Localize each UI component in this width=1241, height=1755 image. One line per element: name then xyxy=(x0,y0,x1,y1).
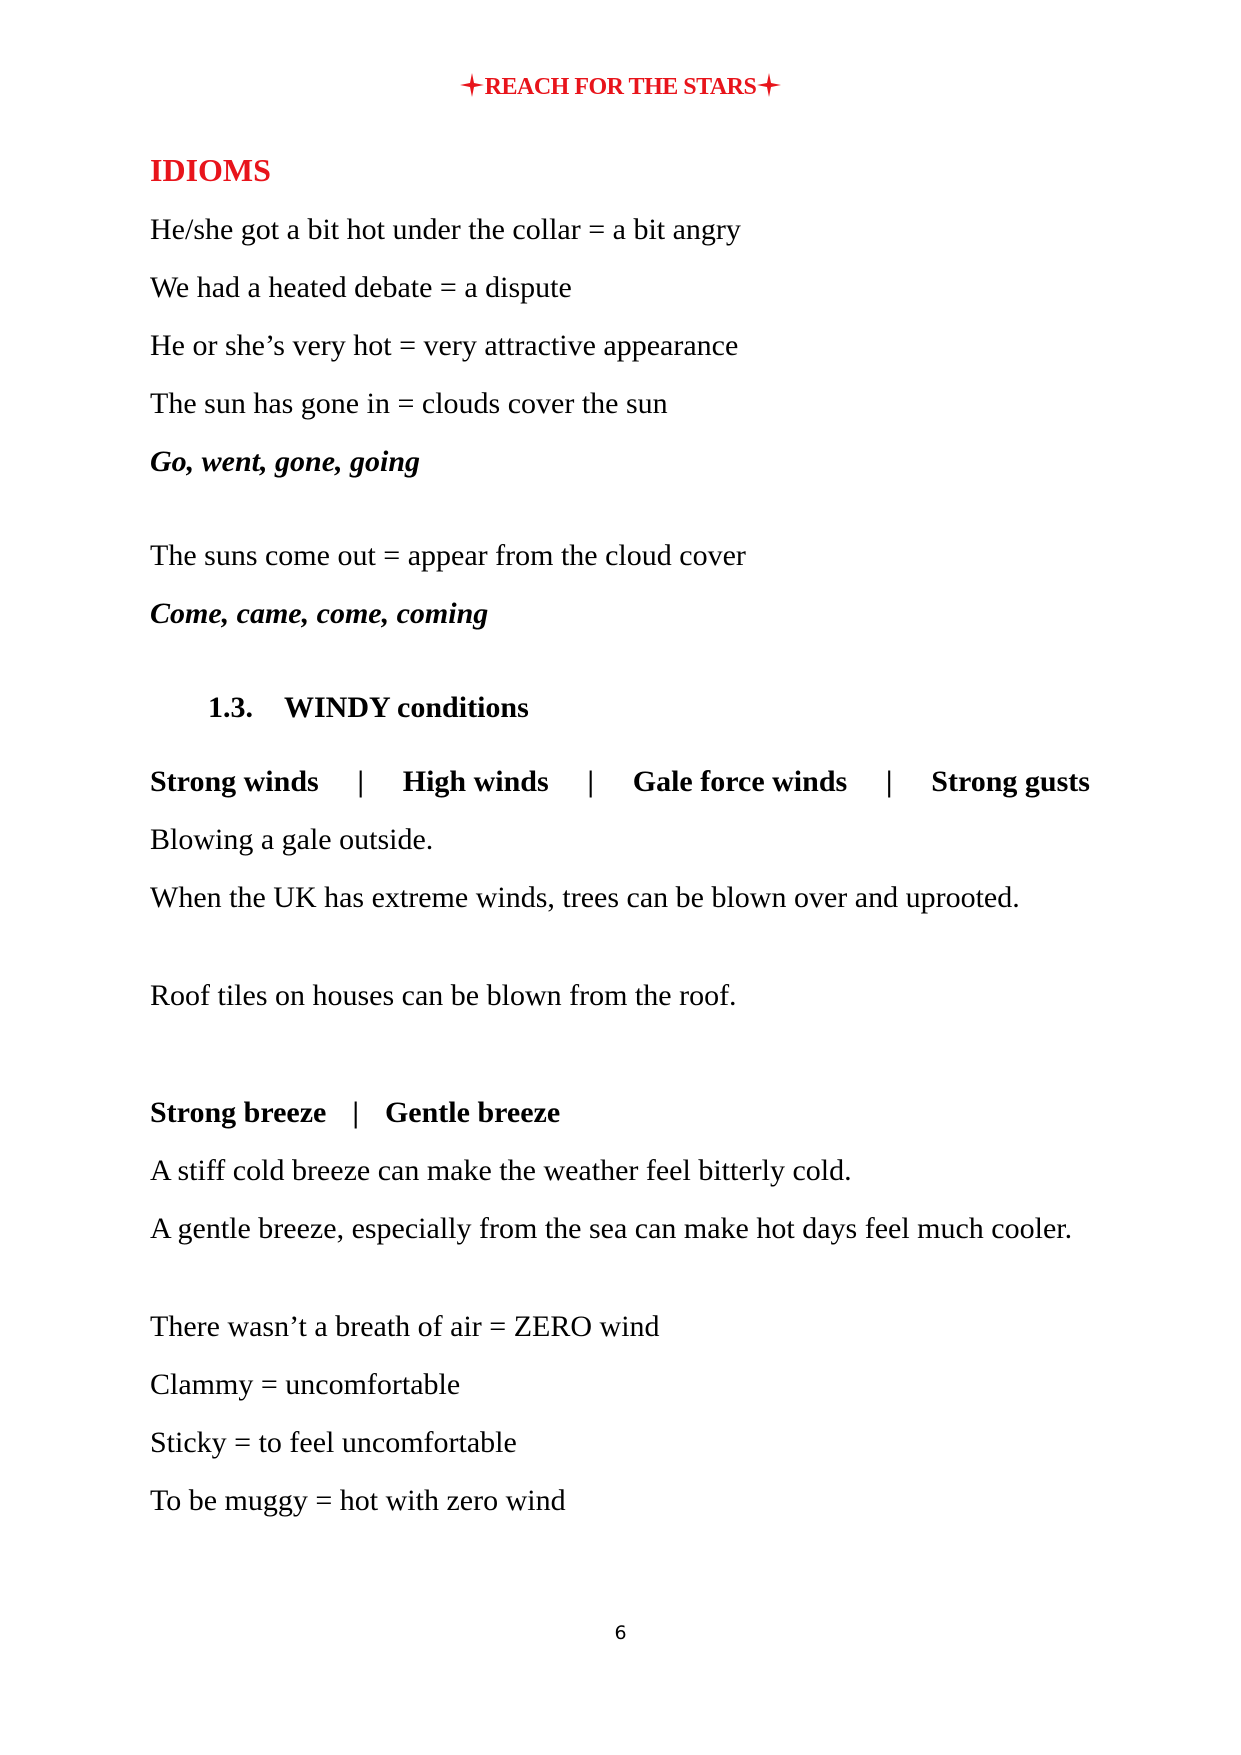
breeze-line: A gentle breeze, especially from the sea can make hot days feel much cooler. xyxy=(150,1212,1073,1245)
section-heading xyxy=(208,688,529,728)
idiom-line: He or she’s very hot = very attractive appearance xyxy=(150,329,739,362)
term-separator: | xyxy=(352,1096,359,1129)
breeze-line: To be muggy = hot with zero wind xyxy=(150,1484,566,1517)
section-title: WINDY conditions xyxy=(284,691,529,724)
page-number: 6 xyxy=(614,1622,627,1644)
four-point-star-icon xyxy=(756,72,782,98)
header-title: REACH FOR THE STARS xyxy=(484,74,757,100)
idioms-heading: IDIOMS xyxy=(150,152,271,188)
breeze-line: A stiff cold breeze can make the weather feel bitterly cold. xyxy=(150,1154,852,1187)
term-separator: | xyxy=(885,765,893,798)
breeze-line: Clammy = uncomfortable xyxy=(150,1368,461,1401)
wind-term: Strong winds xyxy=(150,765,319,798)
section-number: 1.3. xyxy=(208,691,253,724)
term-separator: | xyxy=(357,765,365,798)
page-header xyxy=(0,72,1241,101)
breeze-term: Strong breeze xyxy=(150,1096,327,1129)
four-point-star-icon xyxy=(459,72,485,98)
wind-term: Gale force winds xyxy=(632,765,848,798)
term-separator: | xyxy=(587,765,595,798)
wind-term: Strong gusts xyxy=(931,765,1090,798)
verb-forms-go: Go, went, gone, going xyxy=(150,445,421,478)
idiom-line: The sun has gone in = clouds cover the sun xyxy=(150,387,668,420)
wind-terms-row xyxy=(150,762,1090,802)
wind-term: High winds xyxy=(402,765,549,798)
idiom-line: The suns come out = appear from the cloud cover xyxy=(150,539,746,572)
wind-line: Roof tiles on houses can be blown from the roof. xyxy=(150,979,737,1012)
breeze-line: Sticky = to feel uncomfortable xyxy=(150,1426,517,1459)
wind-line: When the UK has extreme winds, trees can be blown over and uprooted. xyxy=(150,881,1020,914)
idiom-line: He/she got a bit hot under the collar = a bit angry xyxy=(150,213,741,246)
idiom-line: We had a heated debate = a dispute xyxy=(150,271,572,304)
breeze-terms-row xyxy=(150,1093,560,1133)
verb-forms-come: Come, came, come, coming xyxy=(150,597,489,630)
breeze-line: There wasn’t a breath of air = ZERO wind xyxy=(150,1310,660,1343)
breeze-term: Gentle breeze xyxy=(384,1096,561,1129)
wind-line: Blowing a gale outside. xyxy=(150,823,434,856)
